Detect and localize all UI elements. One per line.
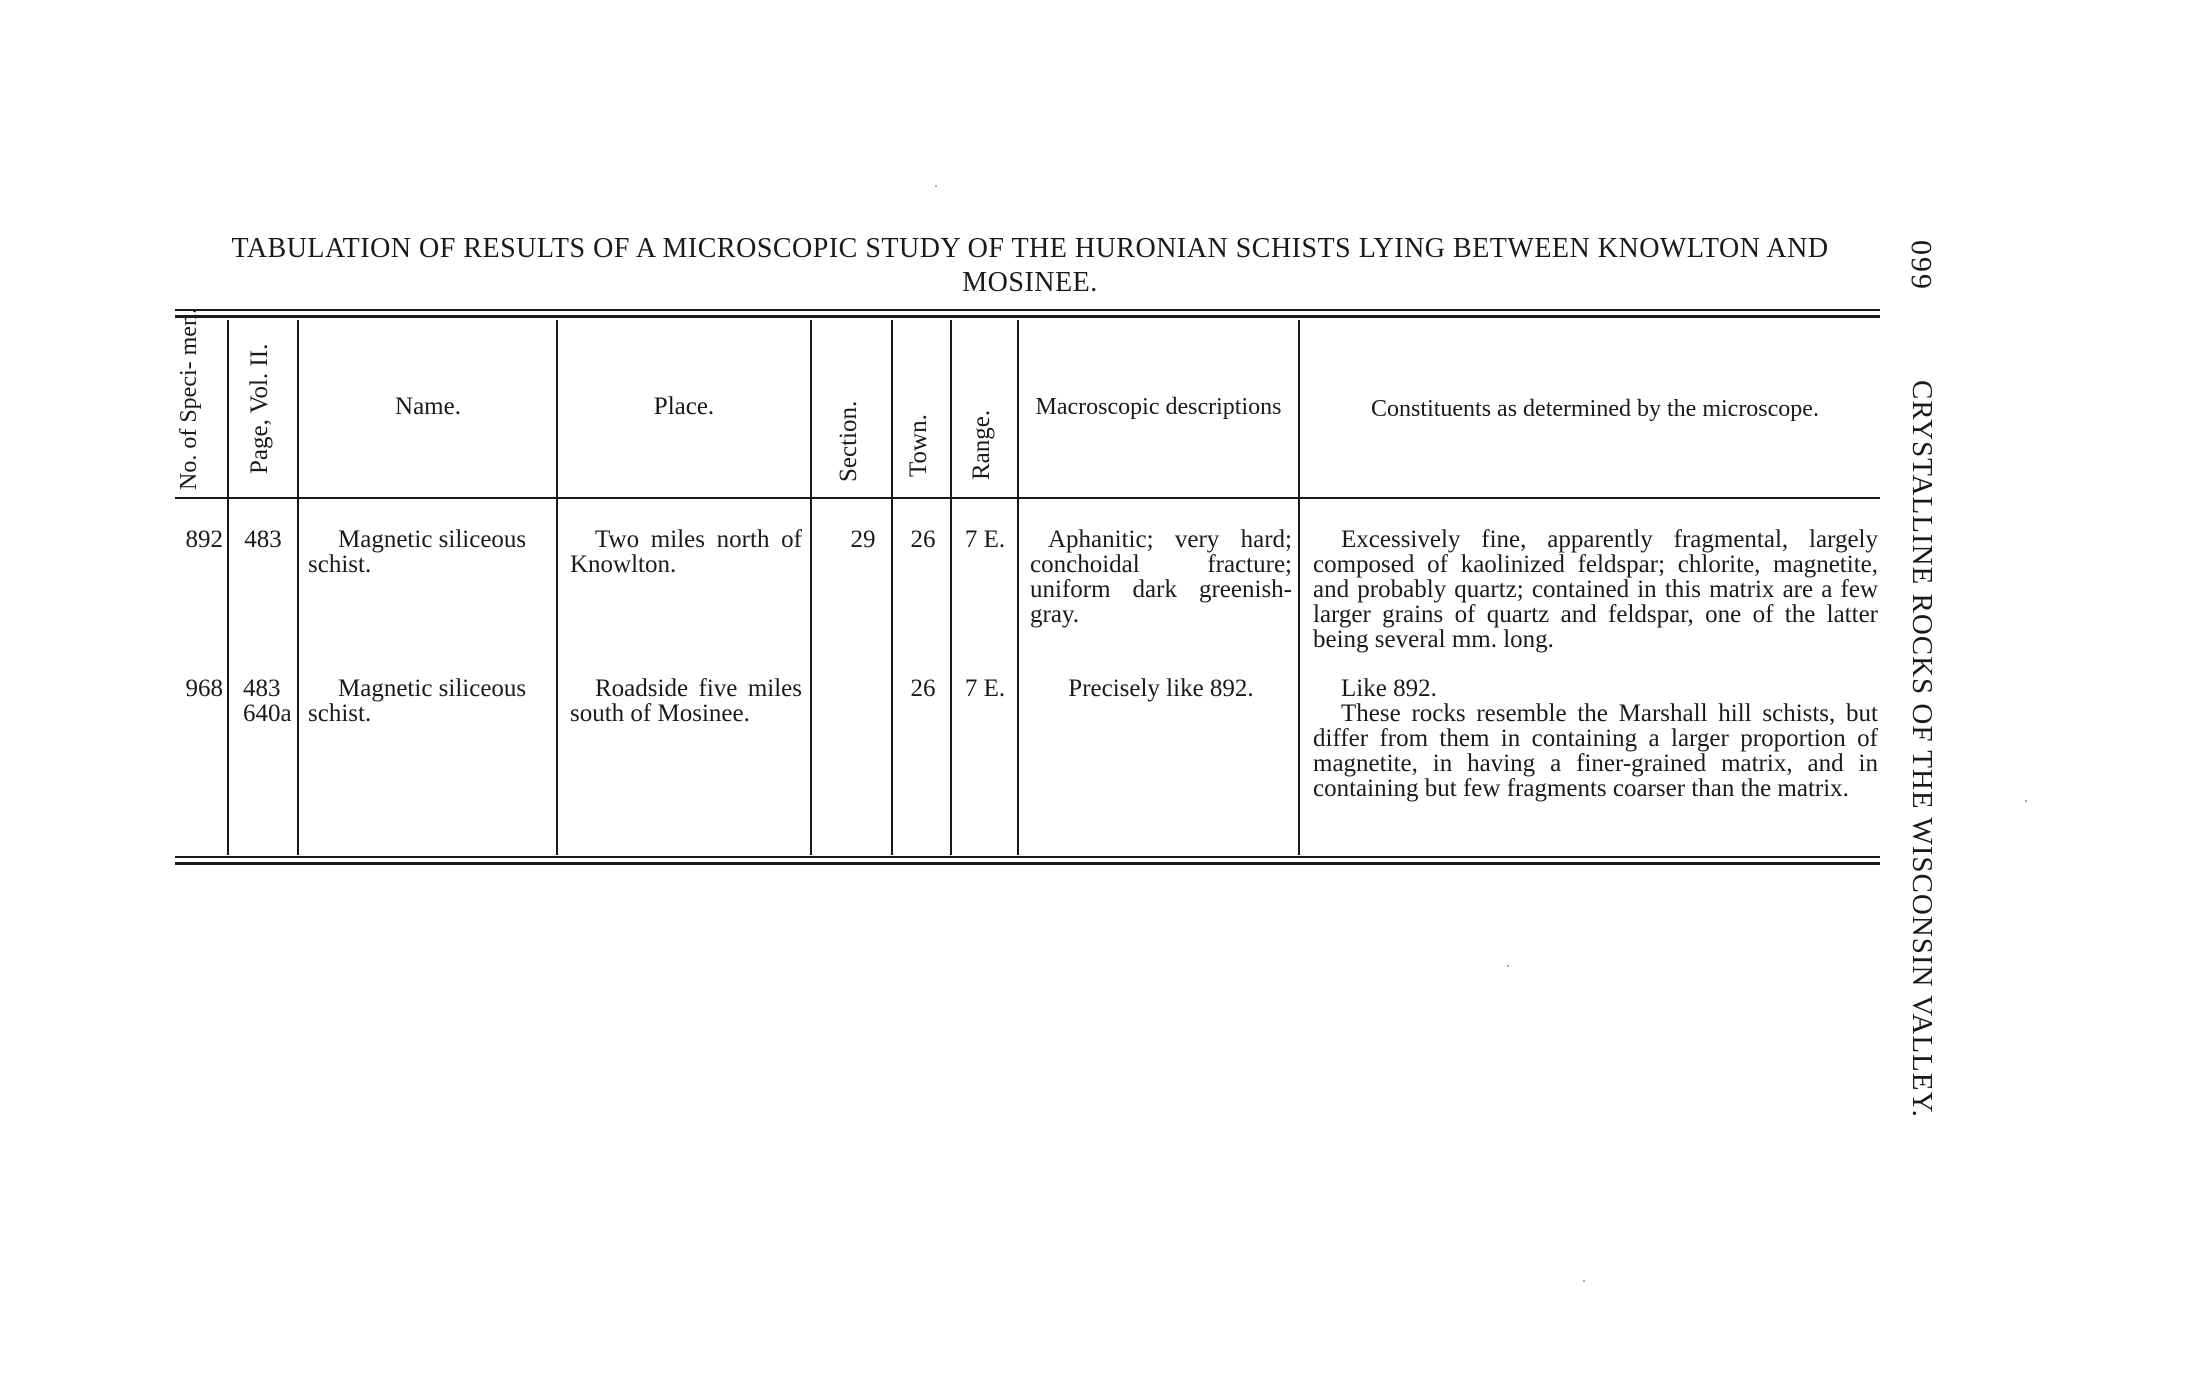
row-1-name: Magnetic siliceous schist.	[308, 526, 527, 578]
row-2-constituents	[1313, 676, 1878, 801]
scan-speck	[1507, 965, 1509, 967]
row-1-specimen: 892	[185, 526, 223, 553]
column-divider	[891, 320, 893, 855]
column-divider	[227, 320, 229, 855]
row-1-town: 26	[910, 526, 936, 553]
bottom-double-rule-lower	[175, 862, 1880, 865]
row-2-town: 26	[910, 675, 936, 702]
column-divider	[950, 320, 952, 855]
header-range: Range.	[968, 409, 995, 481]
row-2-constituents-body: These rocks resemble the Marshall hill schists, but differ from them in containing a larger proportion of magnetite, in having a finer-grained matrix, and in containing but few fragments coarser than the matrix.	[1313, 700, 1878, 802]
row-2-name: Magnetic siliceous schist.	[308, 675, 527, 727]
header-place: Place.	[653, 393, 715, 420]
table-title-line-2: MOSINEE.	[962, 267, 1098, 298]
row-1-place: Two miles north of Knowlton.	[570, 526, 802, 578]
column-divider	[297, 320, 299, 855]
row-2-specimen: 968	[185, 675, 223, 702]
row-1-page: 483	[244, 526, 282, 553]
header-name: Name.	[395, 393, 461, 420]
top-double-rule-lower	[175, 315, 1880, 318]
column-divider	[1298, 320, 1300, 855]
header-town: Town.	[905, 414, 932, 478]
header-specimen-number: No. of Speci- men.	[176, 308, 202, 490]
header-macroscopic: Macroscopic descriptions	[1035, 394, 1282, 420]
column-divider	[810, 320, 812, 855]
scan-speck	[935, 185, 937, 187]
top-double-rule-upper	[175, 309, 1880, 311]
row-1-section: 29	[850, 526, 876, 553]
row-2-range: 7 E.	[964, 675, 1006, 702]
scan-speck	[1583, 1280, 1585, 1282]
row-1-constituents: Excessively fine, apparently fragmental, largely composed of kaolinized feldspar; chlorite, magnetite, and probably quartz; contained in this matrix are a few larger grains of quartz and feldspar, one of the latter being several mm. long.	[1313, 526, 1878, 653]
running-head: CRYSTALLINE ROCKS OF THE WISCONSIN VALLEY.	[1906, 380, 1938, 1118]
bottom-double-rule-upper	[175, 856, 1880, 858]
row-2-page: 483 640a	[243, 675, 292, 727]
row-1-macroscopic: Aphanitic; very hard; conchoidal fracture; uniform dark greenish-gray.	[1030, 526, 1292, 628]
scan-speck	[2025, 800, 2027, 802]
header-section: Section.	[835, 400, 862, 482]
row-2-macroscopic: Precisely like 892.	[1068, 675, 1254, 702]
row-2-place: Roadside five miles south of Mosinee.	[570, 675, 802, 727]
header-rule	[175, 497, 1880, 499]
table-title-line-1: TABULATION OF RESULTS OF A MICROSCOPIC STUDY OF THE HURONIAN SCHISTS LYING BETWEEN KNOWLTON AND	[231, 233, 1829, 264]
row-1-range: 7 E.	[964, 526, 1006, 553]
table-title	[170, 232, 1890, 300]
row-2-constituents-first-line: Like 892.	[1341, 675, 1437, 702]
header-page-vol: Page, Vol. II.	[246, 343, 273, 475]
header-constituents: Constituents as determined by the microscope.	[1371, 396, 1819, 422]
page-number: 660	[1905, 238, 1938, 289]
